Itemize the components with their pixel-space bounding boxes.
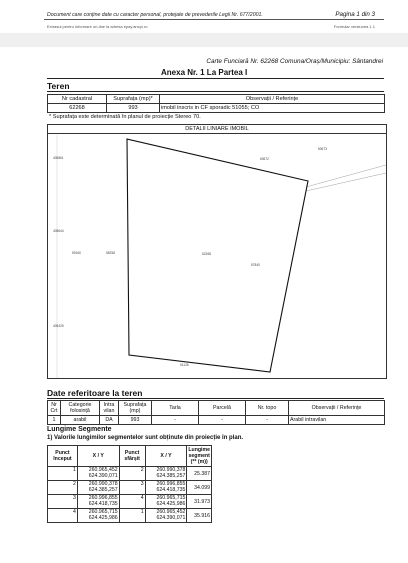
- ref-header-categorie: Categorie folosință: [61, 401, 100, 416]
- seg-end: 3: [119, 481, 145, 495]
- seg-xy2-b: 624.425,986: [156, 500, 186, 507]
- neighbor-line-2: [306, 173, 386, 191]
- seg-length: 25.387: [187, 467, 212, 481]
- label-left-low: 405425: [53, 324, 64, 328]
- seg-xy1: [77, 509, 119, 523]
- ref-header-topo: Nr. topo: [246, 401, 289, 416]
- seg-xy1-a: 260.965,452: [88, 466, 118, 473]
- seg-start: 2: [48, 481, 78, 495]
- seg-start: 1: [48, 467, 78, 481]
- seg-xy1-a: 260.965,715: [88, 508, 118, 515]
- annex-title: Anexa Nr. 1 La Partea I: [161, 68, 248, 77]
- seg-xy2-b: 624.418,735: [156, 486, 186, 493]
- table-row: [48, 481, 212, 495]
- teren-footnote: * Suprafața este determinată în planul de proiecție Stereo 70.: [49, 114, 201, 120]
- form-version: Formular versiunea 1.1: [333, 24, 375, 29]
- seg-xy1-a: 260.996,855: [88, 494, 118, 501]
- ref-tarla: -: [152, 416, 199, 425]
- seg-xy1-b: 624.385,257: [88, 486, 118, 493]
- seg-start: 3: [48, 495, 78, 509]
- ref-header-nr: Nr Crt: [48, 401, 61, 416]
- parcel-label: 62268: [202, 252, 211, 256]
- seg-xy1: [77, 481, 119, 495]
- seg-xy2-b: 624.385,257: [156, 472, 186, 479]
- label-left-top: 405861: [53, 156, 64, 160]
- ref-header-obs: Observații / Referințe: [289, 401, 385, 416]
- teren-rule: [47, 91, 384, 92]
- teren-area: 993: [107, 104, 160, 113]
- parcel-plot: [47, 124, 387, 379]
- seg-xy2: [145, 509, 187, 523]
- label-inner-left: 59160: [72, 251, 81, 255]
- seg-xy2: [145, 495, 187, 509]
- teren-header-area: Suprafața (mp)*: [107, 95, 160, 104]
- ref-area: 993: [119, 416, 152, 425]
- page-number: Pagina 1 din 3: [335, 11, 375, 18]
- privacy-note: Document care conține date cu caracter personal, protejate de prevederile Legii Nr. 677/2001.: [47, 12, 263, 18]
- ref-nr: 1: [48, 416, 61, 425]
- segments-note: 1) Valorile lungimilor segmentelor sunt obținute din proiecție în plan.: [47, 435, 244, 441]
- header-rule: [44, 19, 384, 20]
- annex-rule: [47, 78, 384, 79]
- teren-title: Teren: [47, 81, 70, 91]
- ref-obs: Arabil intravilan: [289, 416, 385, 425]
- table-row: [48, 509, 212, 523]
- page-separator: [0, 33, 408, 47]
- plot-title: DETALII LINIARE IMOBIL: [48, 125, 386, 134]
- seg-xy1-b: 624.390,071: [88, 472, 118, 479]
- neighbor-line-1: [306, 165, 386, 187]
- seg-start: 4: [48, 509, 78, 523]
- seg-length: 35.916: [187, 509, 212, 523]
- seg-end: 1: [119, 509, 145, 523]
- extract-info: Extrasul pentru informare on-line la adresa epay.ancpi.ro: [47, 24, 148, 29]
- ref-header-area: Suprafața (mp): [119, 401, 152, 416]
- seg-header-end: Punct sfârșit: [119, 446, 145, 467]
- referitoare-rule: [47, 398, 384, 399]
- parcel-outline: [127, 139, 308, 372]
- seg-xy1-b: 624.425,986: [88, 514, 118, 521]
- seg-xy2-a: 260.990,378: [156, 466, 186, 473]
- label-bottom: 51126: [180, 363, 189, 367]
- seg-xy2: [145, 481, 187, 495]
- seg-xy2: [145, 467, 187, 481]
- label-top-edge: 60672: [260, 157, 269, 161]
- seg-header-start: Punct început: [48, 446, 78, 467]
- seg-length: 34.099: [187, 481, 212, 495]
- seg-end: 4: [119, 495, 145, 509]
- teren-header-cadastral: Nr cadastral: [48, 95, 107, 104]
- ref-header-parcela: Parcelă: [199, 401, 246, 416]
- referitoare-title: Date referitoare la teren: [47, 388, 143, 398]
- teren-obs: imobil inscris in CF sporadic 51055; CO: [160, 104, 385, 113]
- seg-length: 31.973: [187, 495, 212, 509]
- seg-xy1-a: 260.990,378: [88, 480, 118, 487]
- seg-xy2-b: 624.390,071: [156, 514, 186, 521]
- teren-cadastral: 62268: [48, 104, 107, 113]
- ref-categorie: arabil: [61, 416, 100, 425]
- seg-xy1: [77, 467, 119, 481]
- cf-line: Carte Funciară Nr. 62268 Comuna/Oraș/Municipiu: Sântandrei: [206, 58, 383, 65]
- label-right-top: 60673: [318, 147, 327, 151]
- ref-topo: -: [246, 416, 289, 425]
- seg-xy1: [77, 495, 119, 509]
- ref-header-tarla: Tarla: [152, 401, 199, 416]
- referitoare-table: [47, 400, 385, 425]
- teren-table: [47, 94, 385, 113]
- label-right-side: 57840: [251, 263, 260, 267]
- ref-parcela: -: [199, 416, 246, 425]
- segments-title: Lungime Segmente: [47, 426, 112, 433]
- segments-table: [47, 445, 212, 523]
- seg-xy1-b: 624.418,735: [88, 500, 118, 507]
- seg-header-length: Lungime segment (** (m)): [188, 447, 210, 465]
- seg-header-xy1: X / Y: [77, 446, 119, 467]
- table-row: [48, 467, 212, 481]
- ref-intravilan: DA: [100, 416, 119, 425]
- teren-header-obs: Observații / Referințe: [160, 95, 385, 104]
- parcel-drawing: [48, 125, 386, 378]
- seg-header-xy2: X / Y: [145, 446, 187, 467]
- seg-xy2-a: 260.965,452: [156, 508, 186, 515]
- table-row: [48, 495, 212, 509]
- ref-header-intravilan: Intra vilan: [100, 401, 119, 416]
- seg-xy2-a: 260.996,855: [156, 480, 186, 487]
- seg-xy2-a: 260.965,715: [156, 494, 186, 501]
- seg-end: 2: [119, 467, 145, 481]
- label-inner-left2: 55258: [106, 251, 115, 255]
- label-left-mid: 405644: [53, 229, 64, 233]
